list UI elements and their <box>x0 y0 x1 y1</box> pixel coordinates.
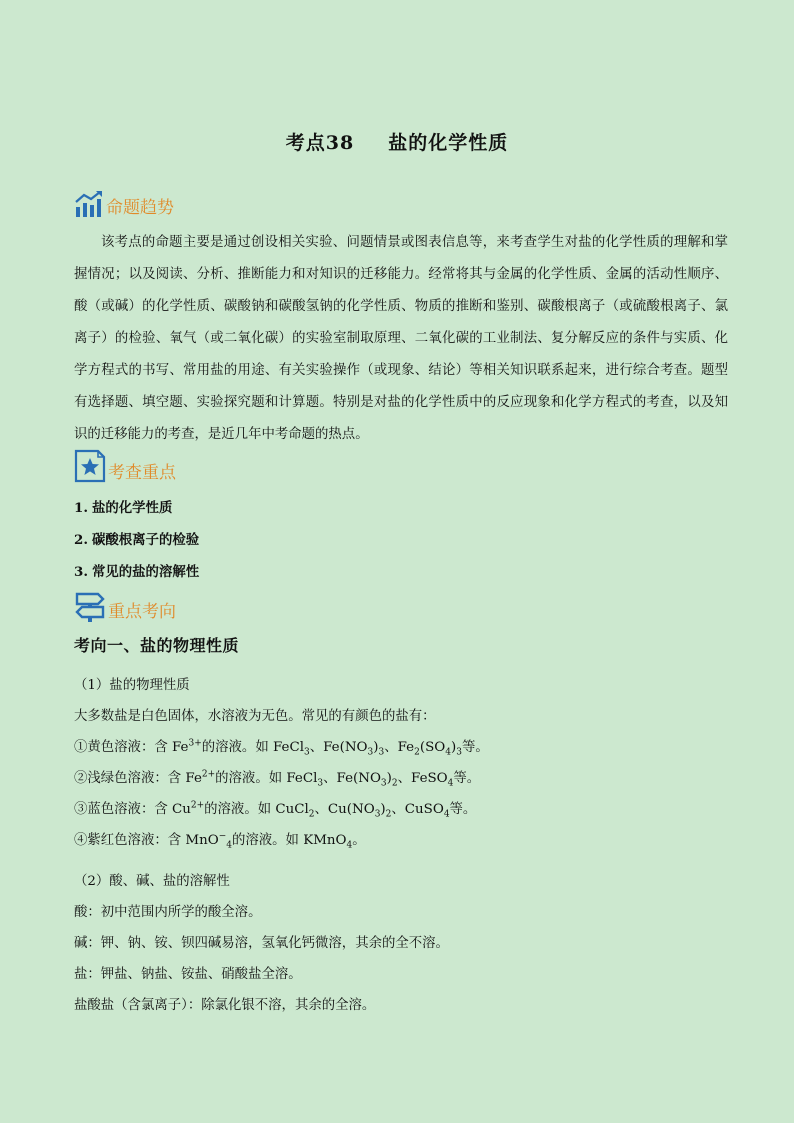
section-label-direction: 重点考向 <box>108 602 176 622</box>
section-label-focus: 考查重点 <box>108 463 176 483</box>
intro-line: 大多数盐是白色固体，水溶液为无色。常见的有颜色的盐有： <box>74 709 436 724</box>
direction-heading: 考向一、盐的物理性质 <box>74 636 240 655</box>
section-header-trend <box>74 184 174 218</box>
solubility-salt: 盐：钾盐、钠盐、铵盐、硝酸盐全溶。 <box>74 967 302 982</box>
color-purple-line: ④紫红色溶液：含 MnO−$_4$的溶液。如 KMnO$_4$。 <box>74 831 366 851</box>
solubility-acid: 酸：初中范围内所学的酸全溶。 <box>74 905 262 920</box>
page-title <box>0 128 794 155</box>
section-header-direction <box>74 588 176 622</box>
solubility-base: 碱：钾、钠、铵、钡四碱易溶，氢氧化钙微溶，其余的全不溶。 <box>74 936 449 951</box>
title-text: 盐的化学性质 <box>388 132 509 154</box>
content-lines <box>74 670 734 1021</box>
color-green-line: ②浅绿色溶液：含 $Fe^{2+}$的溶液。如 FeCl$_3$、$Fe(NO_3)_2$、FeSO$_4$等。 <box>74 769 481 789</box>
color-blue-line: ③蓝色溶液：含 $Cu^{2+}$的溶液。如 CuCl$_2$、$Cu(NO_3)_2$、CuSO$_4$等。 <box>74 800 477 820</box>
list-item: 2. 碳酸根离子的检验 <box>74 532 200 548</box>
section-label-trend: 命题趋势 <box>106 198 174 218</box>
signpost-icon <box>74 590 106 622</box>
chart-icon <box>74 190 104 218</box>
list-item: 3. 常见的盐的溶解性 <box>74 564 200 580</box>
section-header-focus <box>74 449 176 483</box>
color-yellow-line: ①黄色溶液：含 $Fe^{3+}$的溶液。如 FeCl$_3$、$Fe(NO_3)_3$、$Fe_2(SO_4)_3$等。 <box>74 738 489 758</box>
focus-points-list <box>74 492 199 588</box>
list-item: 1. 盐的化学性质 <box>74 500 173 516</box>
star-document-icon <box>74 449 106 483</box>
sub-heading-1: （1）盐的物理性质 <box>74 678 190 693</box>
sub-heading-2: （2）酸、碱、盐的溶解性 <box>74 874 230 889</box>
trend-paragraph: 该考点的命题主要是通过创设相关实验、问题情景或图表信息等，来考查学生对盐的化学性质的理解和掌握情况；以及阅读、分析、推断能力和对知识的迁移能力。经常将其与金属的化学性质、金属的活动性顺序、酸（或碱）的化学性质、碳酸钠和碳酸氢钠的化学性质、物质的推断和鉴别、碳酸根离子（或硫酸根离子、氯离子）的检验、氧气（或二氧化碳）的实验室制取原理、二氧化碳的工业制法、复分解反应的条件与实质、化学方程式的书写、常用盐的用途、有关实验操作（或现象、结论）等相关知识联系起来，进行综合考查。题型有选择题、填空题、实验探究题和计算题。特别是对盐的化学性质中的反应现象和化学方程式的考查，以及知识的迁移能力的考查，是近几年中考命题的热点。 <box>74 235 728 442</box>
solubility-chloride: 盐酸盐（含氯离子）：除氯化银不溶，其余的全溶。 <box>74 998 376 1013</box>
title-number: 考点38 <box>285 132 355 154</box>
